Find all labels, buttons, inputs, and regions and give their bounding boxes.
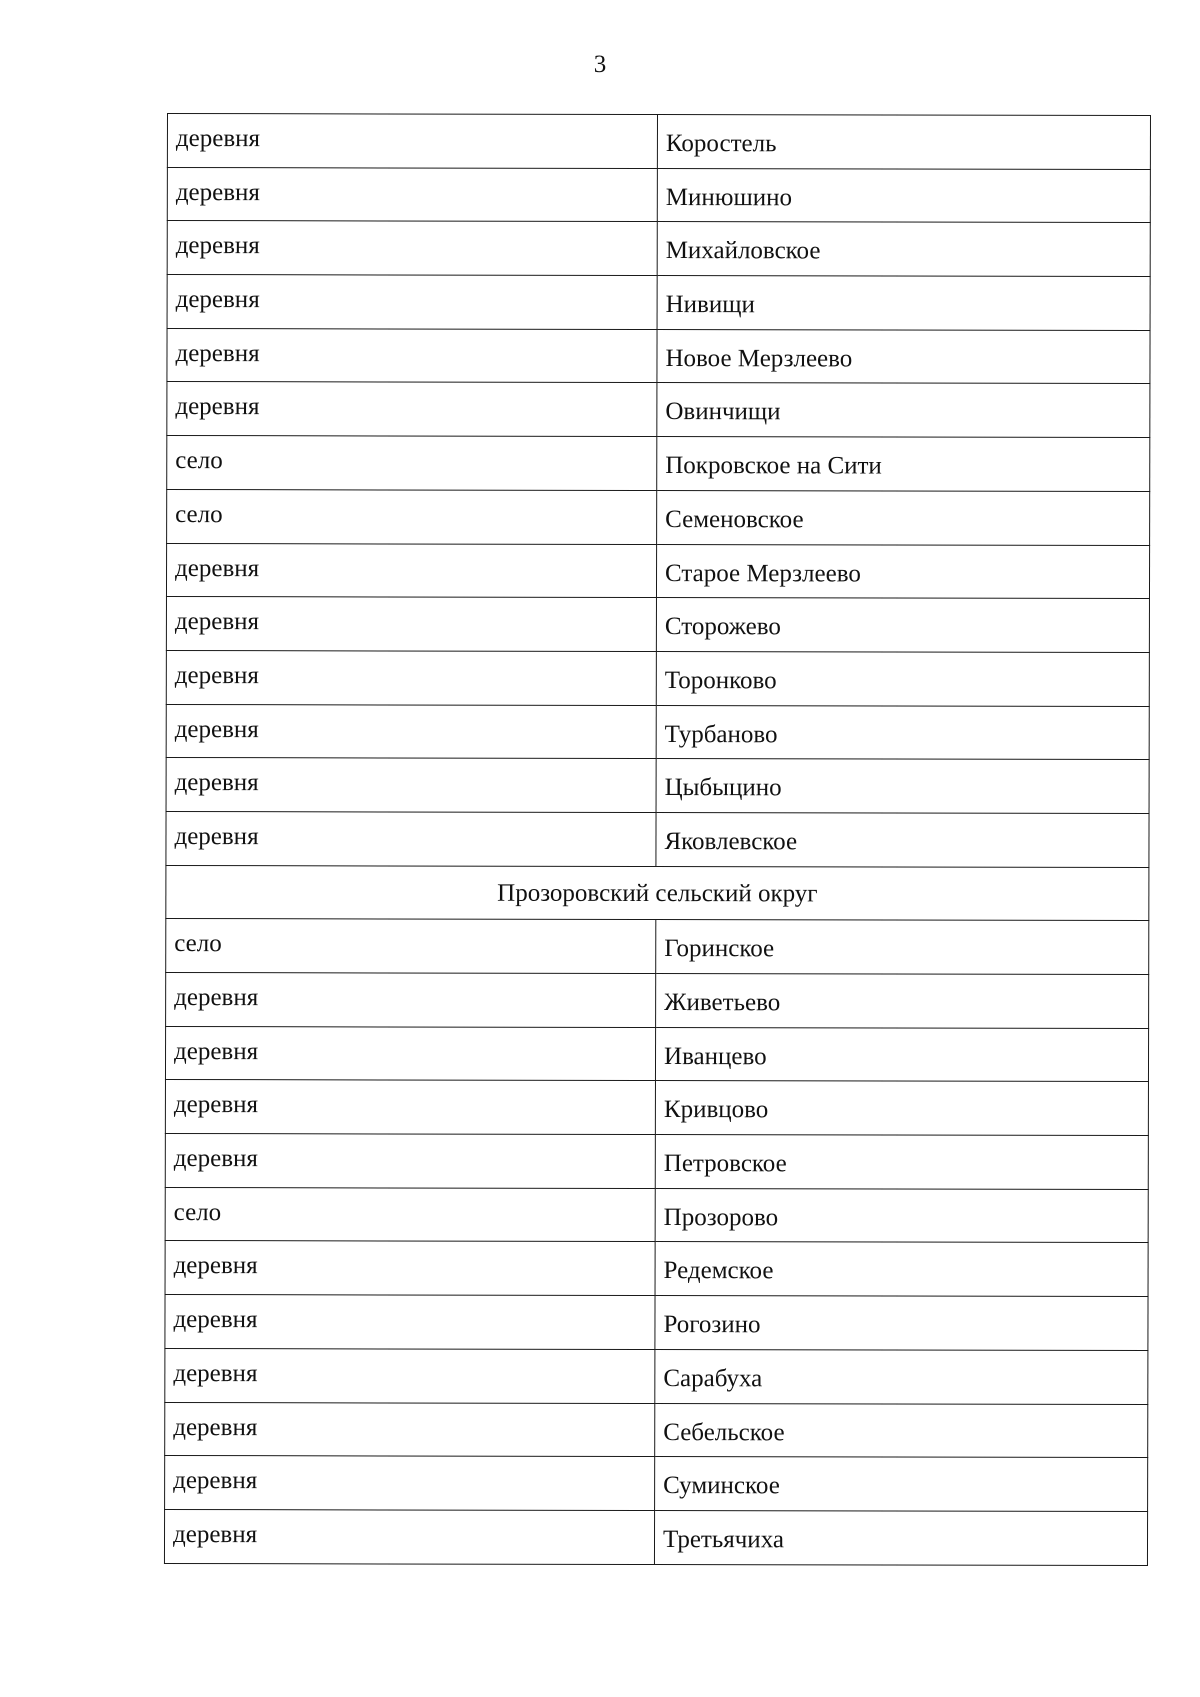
settlement-name-cell: Прозорово xyxy=(655,1188,1148,1243)
settlement-type-cell: деревня xyxy=(165,1295,655,1350)
settlement-type-cell: деревня xyxy=(166,972,656,1027)
settlement-type-cell: деревня xyxy=(166,704,656,759)
table-row xyxy=(165,1080,1148,1136)
settlement-type-cell: деревня xyxy=(165,1134,655,1189)
settlement-name-cell: Минюшино xyxy=(657,168,1150,223)
settlement-name-cell: Овинчищи xyxy=(657,383,1150,438)
settlement-type-cell: деревня xyxy=(165,1241,655,1296)
settlement-type-cell: деревня xyxy=(165,1402,655,1457)
settlement-name-cell: Третьячиха xyxy=(654,1510,1147,1565)
settlement-name-cell: Себельское xyxy=(655,1403,1148,1458)
settlement-type-cell: деревня xyxy=(166,811,656,866)
settlement-type-cell: деревня xyxy=(167,167,657,222)
settlement-type-cell: село xyxy=(166,919,656,974)
table-row xyxy=(164,1509,1147,1565)
settlement-type-cell: деревня xyxy=(167,382,657,437)
section-header-row xyxy=(166,865,1149,921)
settlement-type-cell: деревня xyxy=(167,275,657,330)
table-row xyxy=(165,1026,1148,1082)
table-row xyxy=(167,436,1150,492)
table-row xyxy=(166,597,1149,653)
table-row xyxy=(167,275,1150,331)
table-row xyxy=(166,811,1149,867)
settlement-name-cell: Нивищи xyxy=(657,276,1150,331)
settlement-name-cell: Коростель xyxy=(657,115,1150,170)
settlement-name-cell: Яковлевское xyxy=(656,812,1149,867)
settlement-type-cell: деревня xyxy=(167,221,657,276)
table-row xyxy=(166,650,1149,706)
settlement-type-cell: деревня xyxy=(165,1348,655,1403)
settlement-name-cell: Суминское xyxy=(655,1457,1148,1512)
table-row xyxy=(166,972,1149,1028)
settlements-table xyxy=(164,113,1151,1566)
table-row xyxy=(167,382,1150,438)
settlement-name-cell: Цыбыцино xyxy=(656,759,1149,814)
settlement-name-cell: Михайловское xyxy=(657,222,1150,277)
table-body xyxy=(164,114,1150,1566)
settlement-name-cell: Турбаново xyxy=(656,705,1149,760)
table-row xyxy=(165,1456,1148,1512)
settlement-name-cell: Старое Мерзлеево xyxy=(656,544,1149,599)
settlement-type-cell: деревня xyxy=(164,1509,654,1564)
settlement-type-cell: село xyxy=(165,1187,655,1242)
table-row xyxy=(165,1295,1148,1351)
settlement-type-cell: село xyxy=(167,436,657,491)
settlement-name-cell: Новое Мерзлеево xyxy=(657,329,1150,384)
table-row xyxy=(166,758,1149,814)
settlement-type-cell: деревня xyxy=(167,114,657,169)
table-row xyxy=(166,704,1149,760)
section-title: Прозоровский сельский округ xyxy=(166,865,1149,921)
settlement-type-cell: деревня xyxy=(167,328,657,383)
settlement-name-cell: Кривцово xyxy=(655,1081,1148,1136)
table-row xyxy=(165,1134,1148,1190)
page-number: 3 xyxy=(593,51,607,78)
settlement-name-cell: Горинское xyxy=(656,920,1149,975)
settlement-type-cell: деревня xyxy=(165,1080,655,1135)
settlement-name-cell: Редемское xyxy=(655,1242,1148,1297)
table-row xyxy=(167,489,1150,545)
settlement-type-cell: деревня xyxy=(166,650,656,705)
table-row xyxy=(167,328,1150,384)
settlement-name-cell: Семеновское xyxy=(657,490,1150,545)
settlement-name-cell: Сторожево xyxy=(656,598,1149,653)
table-row xyxy=(165,1187,1148,1243)
settlement-type-cell: деревня xyxy=(166,758,656,813)
settlement-name-cell: Торонково xyxy=(656,651,1149,706)
table-row xyxy=(167,221,1150,277)
table-row xyxy=(166,919,1149,975)
table-row xyxy=(167,114,1150,170)
table-row xyxy=(166,543,1149,599)
settlement-name-cell: Сарабуха xyxy=(655,1349,1148,1404)
settlement-type-cell: деревня xyxy=(166,597,656,652)
settlement-type-cell: село xyxy=(167,489,657,544)
settlement-type-cell: деревня xyxy=(165,1026,655,1081)
settlement-type-cell: деревня xyxy=(166,543,656,598)
settlement-name-cell: Покровское на Сити xyxy=(657,437,1150,492)
table-row xyxy=(165,1348,1148,1404)
settlement-name-cell: Петровское xyxy=(655,1135,1148,1190)
settlement-name-cell: Рогозино xyxy=(655,1296,1148,1351)
settlement-name-cell: Живетьево xyxy=(656,974,1149,1029)
table-row xyxy=(165,1402,1148,1458)
settlement-type-cell: деревня xyxy=(165,1456,655,1511)
table-row xyxy=(165,1241,1148,1297)
settlement-name-cell: Иванцево xyxy=(655,1027,1148,1082)
table-row xyxy=(167,167,1150,223)
